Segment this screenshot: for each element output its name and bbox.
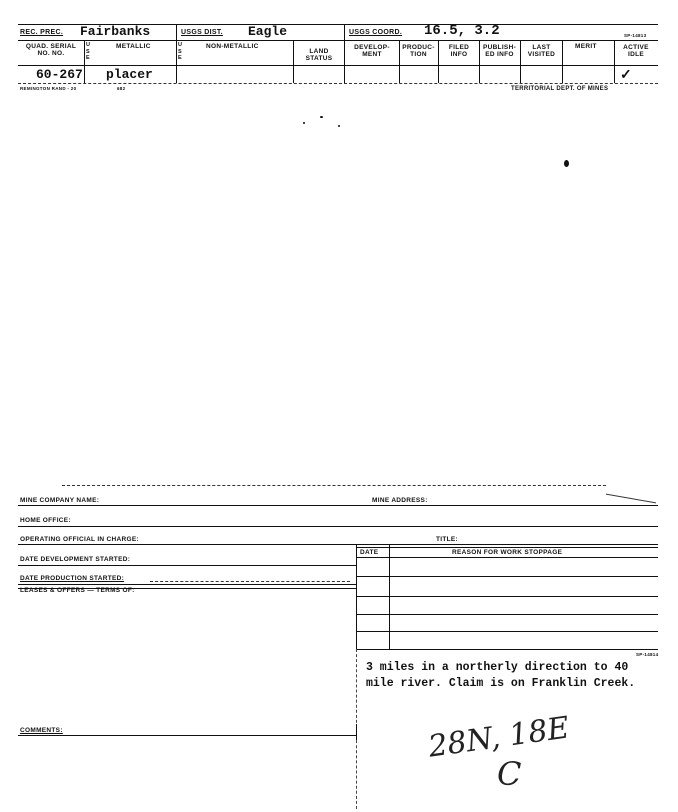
row-rule bbox=[18, 526, 658, 527]
form-number-bottom: SP-14814 bbox=[636, 652, 659, 657]
usgs-dist-label: USGS DIST. bbox=[181, 29, 223, 36]
merit-header: MERIT bbox=[575, 43, 597, 50]
tear-curve bbox=[606, 480, 656, 504]
col-divider bbox=[520, 40, 521, 83]
home-office-label: HOME OFFICE: bbox=[20, 517, 71, 524]
col-divider bbox=[344, 24, 345, 83]
quad-serial-header: QUAD. SERIAL NO. NO. bbox=[25, 43, 77, 57]
filed-info-header: FILED INFO bbox=[448, 44, 470, 58]
col-divider bbox=[389, 544, 390, 649]
department-label: TERRITORIAL DEPT. OF MINES bbox=[511, 86, 609, 92]
row-rule bbox=[18, 544, 658, 545]
serial-value: 60-267 bbox=[36, 67, 83, 82]
printer-line: REMINGTON RAND - 20 bbox=[20, 86, 77, 91]
date-production-label: DATE PRODUCTION STARTED: bbox=[20, 575, 125, 582]
row-rule bbox=[356, 557, 658, 558]
handwritten-letter: C bbox=[497, 755, 522, 793]
usgs-dist-value: Eagle bbox=[248, 24, 288, 39]
scan-speck bbox=[303, 122, 305, 124]
header-bottom-rule bbox=[18, 83, 658, 84]
row-rule bbox=[18, 505, 658, 506]
row-rule bbox=[356, 649, 658, 650]
col-divider bbox=[356, 544, 357, 649]
row-rule bbox=[356, 614, 658, 615]
scan-speck bbox=[320, 116, 323, 118]
scan-speck bbox=[338, 125, 340, 127]
handwritten-location: 28N, 18E bbox=[426, 710, 572, 765]
active-idle-header: ACTIVE IDLE bbox=[623, 44, 649, 58]
col-divider bbox=[438, 40, 439, 83]
mine-company-name-label: MINE COMPANY NAME: bbox=[20, 497, 100, 504]
date-development-label: DATE DEVELOPMENT STARTED: bbox=[20, 556, 131, 563]
development-header: DEVELOP-MENT bbox=[354, 44, 390, 58]
row-rule bbox=[356, 547, 658, 548]
usgs-coord-value: 16.5, 3.2 bbox=[424, 23, 500, 39]
row-rule bbox=[356, 631, 658, 632]
printer-code: 682 bbox=[117, 86, 126, 91]
mine-address-label: MINE ADDRESS: bbox=[372, 497, 428, 504]
tear-line bbox=[62, 485, 606, 486]
stoppage-reason-label: REASON FOR WORK STOPPAGE bbox=[452, 549, 563, 556]
non-metallic-header: NON-METALLIC bbox=[206, 43, 259, 50]
typed-note bbox=[366, 660, 635, 692]
last-visited-header: LAST VISITED bbox=[527, 44, 556, 58]
col-divider bbox=[176, 24, 177, 83]
col-divider bbox=[562, 40, 563, 83]
active-checkmark: ✓ bbox=[620, 66, 632, 82]
col-divider bbox=[293, 40, 294, 83]
row-rule bbox=[18, 565, 356, 566]
row-rule bbox=[356, 576, 658, 577]
scan-speck bbox=[564, 160, 569, 167]
row-rule bbox=[150, 581, 350, 582]
leases-offers-label: LEASES & OFFERS — TERMS OF: bbox=[20, 587, 135, 594]
published-info-header: PUBLISH-ED INFO bbox=[482, 44, 517, 58]
row-rule bbox=[18, 735, 356, 736]
row-rule bbox=[18, 584, 356, 585]
metallic-value: placer bbox=[106, 67, 153, 82]
use-header: U S E bbox=[86, 42, 91, 61]
form-number-top: SP-14813 bbox=[624, 33, 647, 38]
row-rule bbox=[356, 596, 658, 597]
production-header: PRODUC-TION bbox=[402, 44, 435, 58]
operating-official-label: OPERATING OFFICIAL IN CHARGE: bbox=[20, 536, 139, 543]
metallic-header: METALLIC bbox=[116, 43, 151, 50]
title-label: TITLE: bbox=[436, 536, 459, 543]
col-divider bbox=[84, 40, 85, 83]
col-divider bbox=[614, 40, 615, 83]
comments-label: COMMENTS: bbox=[20, 727, 63, 734]
col-divider bbox=[356, 724, 357, 740]
rec-prec-label: REC. PREC. bbox=[20, 29, 64, 36]
land-status-header: LAND STATUS bbox=[305, 48, 333, 62]
usgs-coord-label: USGS COORD. bbox=[349, 29, 403, 36]
typed-note-line: 3 miles in a northerly direction to 40 bbox=[366, 661, 629, 674]
rec-prec-value: Fairbanks bbox=[80, 24, 151, 39]
stoppage-date-label: DATE bbox=[360, 549, 379, 556]
use-header: U S E bbox=[178, 42, 183, 61]
typed-note-line: mile river. Claim is on Franklin Creek. bbox=[366, 677, 636, 690]
